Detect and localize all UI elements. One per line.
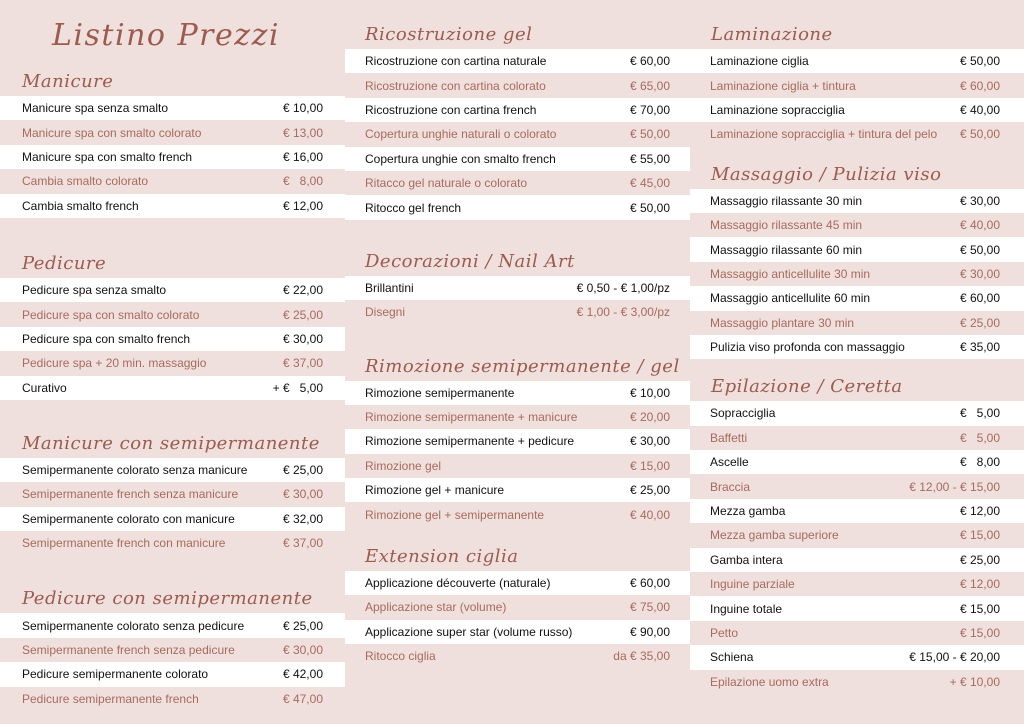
item-name: Rimozione semipermanente + pedicure: [365, 434, 575, 449]
price-row: [345, 478, 690, 502]
price-row: [690, 311, 1024, 335]
price-row: [345, 595, 690, 619]
section-title: Pedicure con semipermanente: [22, 588, 313, 610]
price-row: [0, 376, 345, 400]
item-name: Massaggio rilassante 60 min: [710, 242, 863, 257]
item-price: € 30,00: [959, 193, 1000, 208]
price-row: [0, 278, 345, 302]
item-price: € 12,00 - € 15,00: [909, 479, 1000, 494]
price-row: [690, 73, 1024, 97]
item-price: € 60,00: [629, 576, 670, 591]
price-row: [345, 49, 690, 73]
price-row: [0, 531, 345, 555]
item-price: € 10,00: [629, 385, 670, 400]
section-title: Rimozione semipermanente / gel: [365, 355, 680, 377]
section-pedicure-semipermanente: [0, 585, 345, 711]
section-title: Decorazioni / Nail Art: [365, 250, 575, 272]
price-row: [345, 98, 690, 122]
price-row: [345, 429, 690, 453]
item-price: € 50,00: [629, 127, 670, 142]
price-row: [690, 499, 1024, 523]
section-title: Manicure: [22, 71, 114, 92]
item-name: Laminazione ciglia + tintura: [710, 78, 856, 93]
price-row: [690, 670, 1024, 694]
price-row: [690, 237, 1024, 261]
price-row: [345, 171, 690, 195]
item-name: Pedicure semipermanente french: [22, 691, 199, 706]
item-price: € 50,00: [959, 127, 1000, 142]
item-name: Pedicure spa con smalto french: [22, 331, 191, 346]
item-name: Pulizia viso profonda con massaggio: [710, 340, 905, 355]
section-title: Extension ciglia: [365, 545, 519, 567]
item-name: Rimozione semipermanente + manicure: [365, 410, 578, 425]
item-name: Laminazione ciglia: [710, 54, 809, 69]
item-name: Massaggio plantare 30 min: [710, 315, 855, 330]
item-name: Rimozione gel + manicure: [365, 483, 505, 498]
price-row: [690, 335, 1024, 359]
item-name: Ritocco gel french: [365, 200, 462, 215]
item-price: € 40,00: [959, 218, 1000, 233]
item-name: Applicazione super star (volume russo): [365, 624, 573, 639]
item-name: Schiena: [710, 650, 754, 665]
item-name: Gamba intera: [710, 552, 783, 567]
price-row: [0, 613, 345, 637]
price-row: [345, 73, 690, 97]
item-price: € 25,00: [959, 315, 1000, 330]
price-row: [0, 120, 345, 144]
price-row: [690, 426, 1024, 450]
section-title: Pedicure: [22, 252, 107, 274]
price-row: [0, 458, 345, 482]
item-price: € 10,00: [282, 101, 323, 116]
item-price: € 25,00: [629, 483, 670, 498]
item-price: € 37,00: [282, 356, 323, 371]
price-row: [0, 327, 345, 351]
price-row: [690, 450, 1024, 474]
item-price: € 15,00 - € 20,00: [909, 650, 1000, 665]
item-name: Ritacco gel naturale o colorato: [365, 176, 528, 191]
item-name: Ricostruzione con cartina naturale: [365, 54, 547, 69]
item-price: € 60,00: [959, 291, 1000, 306]
price-row: [690, 523, 1024, 547]
item-name: Brillantini: [365, 280, 414, 295]
item-name: Semipermanente colorato senza pedicure: [22, 618, 245, 633]
price-row: [0, 638, 345, 662]
item-price: € 15,00: [959, 528, 1000, 543]
item-price: € 65,00: [629, 78, 670, 93]
price-row: [690, 621, 1024, 645]
section-title: Manicure con semipermanente: [22, 432, 320, 454]
item-price: € 30,00: [959, 266, 1000, 281]
price-row: [690, 49, 1024, 73]
price-row: [0, 687, 345, 711]
column-right: [690, 0, 1024, 694]
price-row: [0, 194, 345, 218]
item-price: € 15,00: [629, 458, 670, 473]
item-price: € 5,00: [959, 406, 1000, 421]
item-name: Pedicure spa + 20 min. massaggio: [22, 356, 207, 371]
item-name: Cambia smalto colorato: [22, 174, 149, 189]
section-title: Epilazione / Ceretta: [711, 376, 903, 398]
item-name: Curativo: [22, 380, 67, 395]
item-price: € 12,00: [959, 577, 1000, 592]
item-price: € 8,00: [282, 174, 323, 189]
item-price: € 35,00: [959, 340, 1000, 355]
item-price: € 1,00 - € 3,00/pz: [576, 305, 670, 320]
section-decorazioni: [345, 248, 690, 325]
price-row: [0, 96, 345, 120]
item-name: Massaggio rilassante 45 min: [710, 218, 863, 233]
item-name: Petto: [710, 626, 739, 640]
item-price: € 15,00: [959, 626, 1000, 640]
price-row: [345, 381, 690, 405]
item-price: € 90,00: [629, 624, 670, 639]
item-name: Pedicure spa con smalto colorato: [22, 307, 200, 322]
price-row: [0, 482, 345, 506]
item-price: € 50,00: [959, 54, 1000, 69]
item-price: € 42,00: [282, 667, 323, 682]
item-name: Rimozione semipermanente: [365, 385, 515, 400]
item-price: € 30,00: [282, 643, 323, 658]
item-price: € 50,00: [629, 200, 670, 215]
item-name: Ritocco ciglia: [365, 649, 436, 664]
column-left: [0, 0, 345, 711]
item-price: € 25,00: [282, 618, 323, 633]
item-price: € 60,00: [629, 54, 670, 69]
price-row: [0, 507, 345, 531]
item-name: Disegni: [365, 305, 406, 320]
item-price: € 25,00: [959, 552, 1000, 567]
item-name: Baffetti: [710, 430, 748, 445]
section-laminazione: [690, 21, 1024, 147]
item-name: Semipermanente french senza pedicure: [22, 643, 235, 658]
item-name: Manicure spa senza smalto: [22, 101, 169, 116]
item-price: € 70,00: [629, 102, 670, 117]
item-price: + € 10,00: [949, 674, 1000, 689]
price-row: [690, 645, 1024, 669]
price-row: [345, 147, 690, 171]
price-row: [690, 122, 1024, 146]
price-row: [690, 189, 1024, 213]
section-extension-ciglia: [345, 543, 690, 669]
price-row: [345, 195, 690, 219]
price-row: [690, 213, 1024, 237]
item-price: € 25,00: [282, 307, 323, 322]
item-name: Sopracciglia: [710, 406, 776, 421]
item-price: € 0,50 - € 1,00/pz: [576, 280, 670, 295]
price-row: [345, 454, 690, 478]
item-name: Applicazione découverte (naturale): [365, 576, 551, 591]
item-price: € 20,00: [629, 410, 670, 425]
section-rimozione: [345, 353, 690, 527]
price-row: [690, 572, 1024, 596]
section-massaggio: [690, 161, 1024, 360]
price-row: [345, 644, 690, 668]
item-price: € 47,00: [282, 691, 323, 706]
item-name: Laminazione sopracciglia: [710, 102, 845, 117]
item-name: Cambia smalto french: [22, 198, 139, 213]
price-row: [345, 122, 690, 146]
item-name: Massaggio anticellulite 30 min: [710, 266, 871, 281]
item-name: Massaggio rilassante 30 min: [710, 193, 863, 208]
price-row: [345, 300, 690, 324]
item-price: € 45,00: [629, 176, 670, 191]
item-name: Copertura unghie con smalto french: [365, 151, 556, 166]
item-price: € 37,00: [282, 536, 323, 551]
item-name: Applicazione star (volume): [365, 600, 507, 615]
price-row: [690, 474, 1024, 498]
price-row: [345, 571, 690, 595]
section-manicure: [0, 68, 345, 218]
item-name: Pedicure spa senza smalto: [22, 283, 167, 298]
item-name: Inguine parziale: [710, 577, 795, 592]
price-row: [690, 548, 1024, 572]
item-price: € 40,00: [629, 507, 670, 522]
item-price: € 60,00: [959, 78, 1000, 93]
section-title: Ricostruzione gel: [365, 24, 533, 45]
page-title: Listino Prezzi: [52, 18, 280, 53]
item-name: Ricostruzione con cartina french: [365, 102, 537, 117]
item-price: € 12,00: [282, 198, 323, 213]
item-name: Ascelle: [710, 455, 749, 470]
section-epilazione: [690, 373, 1024, 694]
item-price: € 40,00: [959, 102, 1000, 117]
item-price: € 30,00: [629, 434, 670, 449]
section-title: Laminazione: [711, 24, 833, 45]
item-name: Braccia: [710, 479, 751, 494]
price-row: [690, 98, 1024, 122]
price-row: [345, 405, 690, 429]
price-row: [0, 351, 345, 375]
item-name: Ricostruzione con cartina colorato: [365, 78, 546, 93]
price-row: [0, 145, 345, 169]
item-name: Manicure spa con smalto colorato: [22, 125, 202, 140]
item-price: € 12,00: [959, 504, 1000, 519]
item-price: € 5,00: [959, 430, 1000, 445]
section-pedicure: [0, 250, 345, 400]
price-row: [345, 502, 690, 526]
item-name: Manicure spa con smalto french: [22, 149, 193, 164]
item-name: Massaggio anticellulite 60 min: [710, 291, 871, 306]
item-name: Rimozione gel + semipermanente: [365, 507, 545, 522]
item-price: € 8,00: [959, 455, 1000, 470]
item-price: € 30,00: [282, 487, 323, 502]
item-name: Semipermanente colorato senza manicure: [22, 463, 248, 478]
item-name: Epilazione uomo extra: [710, 674, 829, 689]
item-name: Laminazione sopracciglia + tintura del pelo: [710, 127, 938, 142]
item-name: Mezza gamba: [710, 504, 786, 519]
price-row: [345, 620, 690, 644]
item-price: € 16,00: [282, 149, 323, 164]
item-price: € 13,00: [282, 125, 323, 140]
item-name: Copertura unghie naturali o colorato: [365, 127, 557, 142]
section-ricostruzione-gel: [345, 21, 690, 220]
column-middle: [345, 0, 690, 668]
price-row: [690, 262, 1024, 286]
price-row: [345, 276, 690, 300]
item-name: Rimozione gel: [365, 458, 442, 473]
item-price: € 22,00: [282, 283, 323, 298]
section-manicure-semipermanente: [0, 430, 345, 556]
item-name: Semipermanente colorato con manicure: [22, 511, 235, 526]
item-price: € 55,00: [629, 151, 670, 166]
price-row: [0, 169, 345, 193]
item-name: Inguine totale: [710, 601, 783, 616]
item-price: € 32,00: [282, 511, 323, 526]
item-price: € 30,00: [282, 331, 323, 346]
item-price: € 15,00: [959, 601, 1000, 616]
item-price: € 25,00: [282, 463, 323, 478]
item-name: Pedicure semipermanente colorato: [22, 667, 209, 682]
item-price: + € 5,00: [272, 380, 323, 395]
price-row: [0, 662, 345, 686]
price-row: [690, 286, 1024, 310]
section-title: Massaggio / Pulizia viso: [711, 163, 942, 185]
item-price: € 75,00: [629, 600, 670, 615]
price-row: [0, 302, 345, 326]
price-row: [690, 401, 1024, 425]
item-name: Semipermanente french con manicure: [22, 536, 226, 551]
item-price: da € 35,00: [613, 649, 670, 664]
item-price: € 50,00: [959, 242, 1000, 257]
item-name: Mezza gamba superiore: [710, 528, 839, 543]
price-row: [690, 596, 1024, 620]
item-name: Semipermanente french senza manicure: [22, 487, 239, 502]
